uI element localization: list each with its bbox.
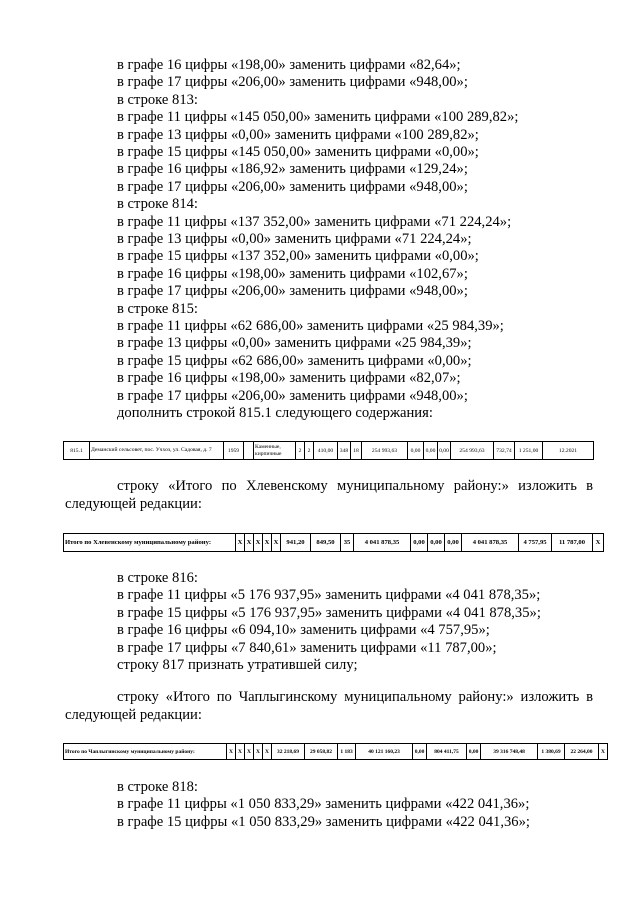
table-cell: Деманский сельсовет, пос. Учхоз, ул. Садовая, д. 7 xyxy=(90,442,224,460)
table-cell: X xyxy=(254,744,263,760)
text-line: в графе 15 цифры «1 050 833,29» заменить цифрами «422 041,36»; xyxy=(117,813,530,830)
text-line: в графе 16 цифры «6 094,10» заменить цифрами «4 757,95»; xyxy=(117,622,490,639)
text-line: в графе 11 цифры «5 176 937,95» заменить цифрами «4 041 878,35»; xyxy=(117,587,541,604)
total-chaplyginsky-table xyxy=(63,743,608,760)
table-cell: 804 411,75 xyxy=(427,744,467,760)
table-cell: X xyxy=(245,534,254,552)
text-line: в графе 17 цифры «206,00» заменить цифрами «948,00»; xyxy=(117,74,468,91)
table-cell: 39 316 748,48 xyxy=(481,744,538,760)
text-line: в графе 15 цифры «62 686,00» заменить цифрами «0,00»; xyxy=(117,352,472,369)
text-line: в графе 11 цифры «1 050 833,29» заменить цифрами «422 041,36»; xyxy=(117,796,530,813)
table-cell: 0,00 xyxy=(411,534,428,552)
table-cell: 732,74 xyxy=(494,442,515,460)
text-line: в графе 16 цифры «198,00» заменить цифрами «102,67»; xyxy=(117,265,468,282)
text-line: в графе 11 цифры «145 050,00» заменить цифрами «100 289,82»; xyxy=(117,109,519,126)
table-cell: X xyxy=(272,534,281,552)
table-cell: 0,00 xyxy=(424,442,438,460)
table-cell: Итого по Чаплыгинскому муниципальному району: xyxy=(64,744,227,760)
table-cell: 32 218,69 xyxy=(272,744,305,760)
text-line: в строке 818: xyxy=(117,779,198,795)
table-cell: 254 993,63 xyxy=(362,442,408,460)
table-row xyxy=(64,442,594,460)
text-line: в графе 17 цифры «206,00» заменить цифрами «948,00»; xyxy=(117,178,468,195)
row-815-1-table xyxy=(63,441,594,460)
table-cell: 4 757,95 xyxy=(519,534,552,552)
table-cell xyxy=(244,442,254,460)
table-cell: X xyxy=(236,534,245,552)
text-line: в строке 816: xyxy=(117,570,198,586)
table-cell: 0,00 xyxy=(428,534,445,552)
table-row xyxy=(64,744,608,760)
table-cell: 11 787,00 xyxy=(552,534,593,552)
table-cell: X xyxy=(227,744,236,760)
table-cell: 1 380,69 xyxy=(538,744,565,760)
text-line: в строке 814: xyxy=(117,196,198,213)
table-cell: 1 183 xyxy=(338,744,356,760)
table-cell: 941,20 xyxy=(281,534,311,552)
text-line: в графе 15 цифры «5 176 937,95» заменить цифрами «4 041 878,35»; xyxy=(117,604,541,621)
table-cell: 35 xyxy=(341,534,354,552)
table-cell: 1 251,00 xyxy=(515,442,543,460)
table-cell: 849,50 xyxy=(311,534,341,552)
table-cell: 0,00 xyxy=(438,442,451,460)
table-cell: 22 264,00 xyxy=(565,744,599,760)
text-line: в графе 15 цифры «137 352,00» заменить цифрами «0,00»; xyxy=(117,248,479,265)
table-cell: 410,00 xyxy=(314,442,338,460)
table-cell: 2 xyxy=(305,442,314,460)
table-cell: 0,00 xyxy=(413,744,427,760)
table-cell: 29 058,82 xyxy=(305,744,338,760)
text-line: в графе 17 цифры «7 840,61» заменить цифрами «11 787,00»; xyxy=(117,639,497,656)
text-line: в строке 815: xyxy=(117,300,198,317)
table-cell: X xyxy=(263,744,272,760)
text-line: в графе 16 цифры «198,00» заменить цифрами «82,07»; xyxy=(117,370,461,387)
table-cell: 18 xyxy=(351,442,362,460)
table-cell: X xyxy=(263,534,272,552)
table-cell: 1959 xyxy=(224,442,244,460)
table-cell: 0,00 xyxy=(408,442,424,460)
table-cell: 0,00 xyxy=(445,534,462,552)
table-cell: 0,00 xyxy=(467,744,481,760)
text-line: в графе 13 цифры «0,00» заменить цифрами «25 984,39»; xyxy=(117,335,472,352)
text-line: в графе 17 цифры «206,00» заменить цифрами «948,00»; xyxy=(117,387,468,404)
text-line: в графе 17 цифры «206,00» заменить цифрами «948,00»; xyxy=(117,283,468,300)
total-khlevensky-table xyxy=(63,533,604,552)
table-cell: 4 041 878,35 xyxy=(354,534,411,552)
table-cell: 40 121 160,23 xyxy=(356,744,413,760)
table-cell: X xyxy=(236,744,245,760)
table-cell: X xyxy=(593,534,604,552)
text-line: в графе 15 цифры «145 050,00» заменить цифрами «0,00»; xyxy=(117,144,479,160)
text-line: в строке 813: xyxy=(117,91,198,108)
table-cell: Каменные, кирпичные xyxy=(254,442,296,460)
text-line: в графе 16 цифры «198,00» заменить цифрами «82,64»; xyxy=(117,57,461,73)
text-line: дополнить строкой 815.1 следующего содержания: xyxy=(117,405,433,421)
table-row xyxy=(64,534,604,552)
table-cell: X xyxy=(254,534,263,552)
paragraph-chaplyginsky: строку «Итого по Чаплыгинскому муниципальному району:» изложить в следующей редакции: xyxy=(65,689,593,723)
text-line: в графе 13 цифры «0,00» заменить цифрами «71 224,24»; xyxy=(117,231,472,247)
table-cell: 4 041 878,35 xyxy=(462,534,519,552)
table-cell: 12.2021 xyxy=(543,442,594,460)
table-cell: 815.1 xyxy=(64,442,90,460)
paragraph-khlevensky: строку «Итого по Хлевенскому муниципальному району:» изложить в следующей редакции: xyxy=(65,478,593,512)
table-cell: X xyxy=(245,744,254,760)
text-line: строку 817 признать утратившей силу; xyxy=(117,657,358,673)
table-cell: Итого по Хлевенскому муниципальному району: xyxy=(64,534,236,552)
table-cell: 2 xyxy=(296,442,305,460)
table-cell: 348 xyxy=(338,442,351,460)
table-cell: X xyxy=(599,744,608,760)
table-cell: 254 993,63 xyxy=(451,442,494,460)
text-line: в графе 11 цифры «137 352,00» заменить цифрами «71 224,24»; xyxy=(117,213,512,230)
text-line: в графе 11 цифры «62 686,00» заменить цифрами «25 984,39»; xyxy=(117,318,504,334)
text-line: в графе 13 цифры «0,00» заменить цифрами «100 289,82»; xyxy=(117,126,479,143)
text-line: в графе 16 цифры «186,92» заменить цифрами «129,24»; xyxy=(117,161,468,178)
